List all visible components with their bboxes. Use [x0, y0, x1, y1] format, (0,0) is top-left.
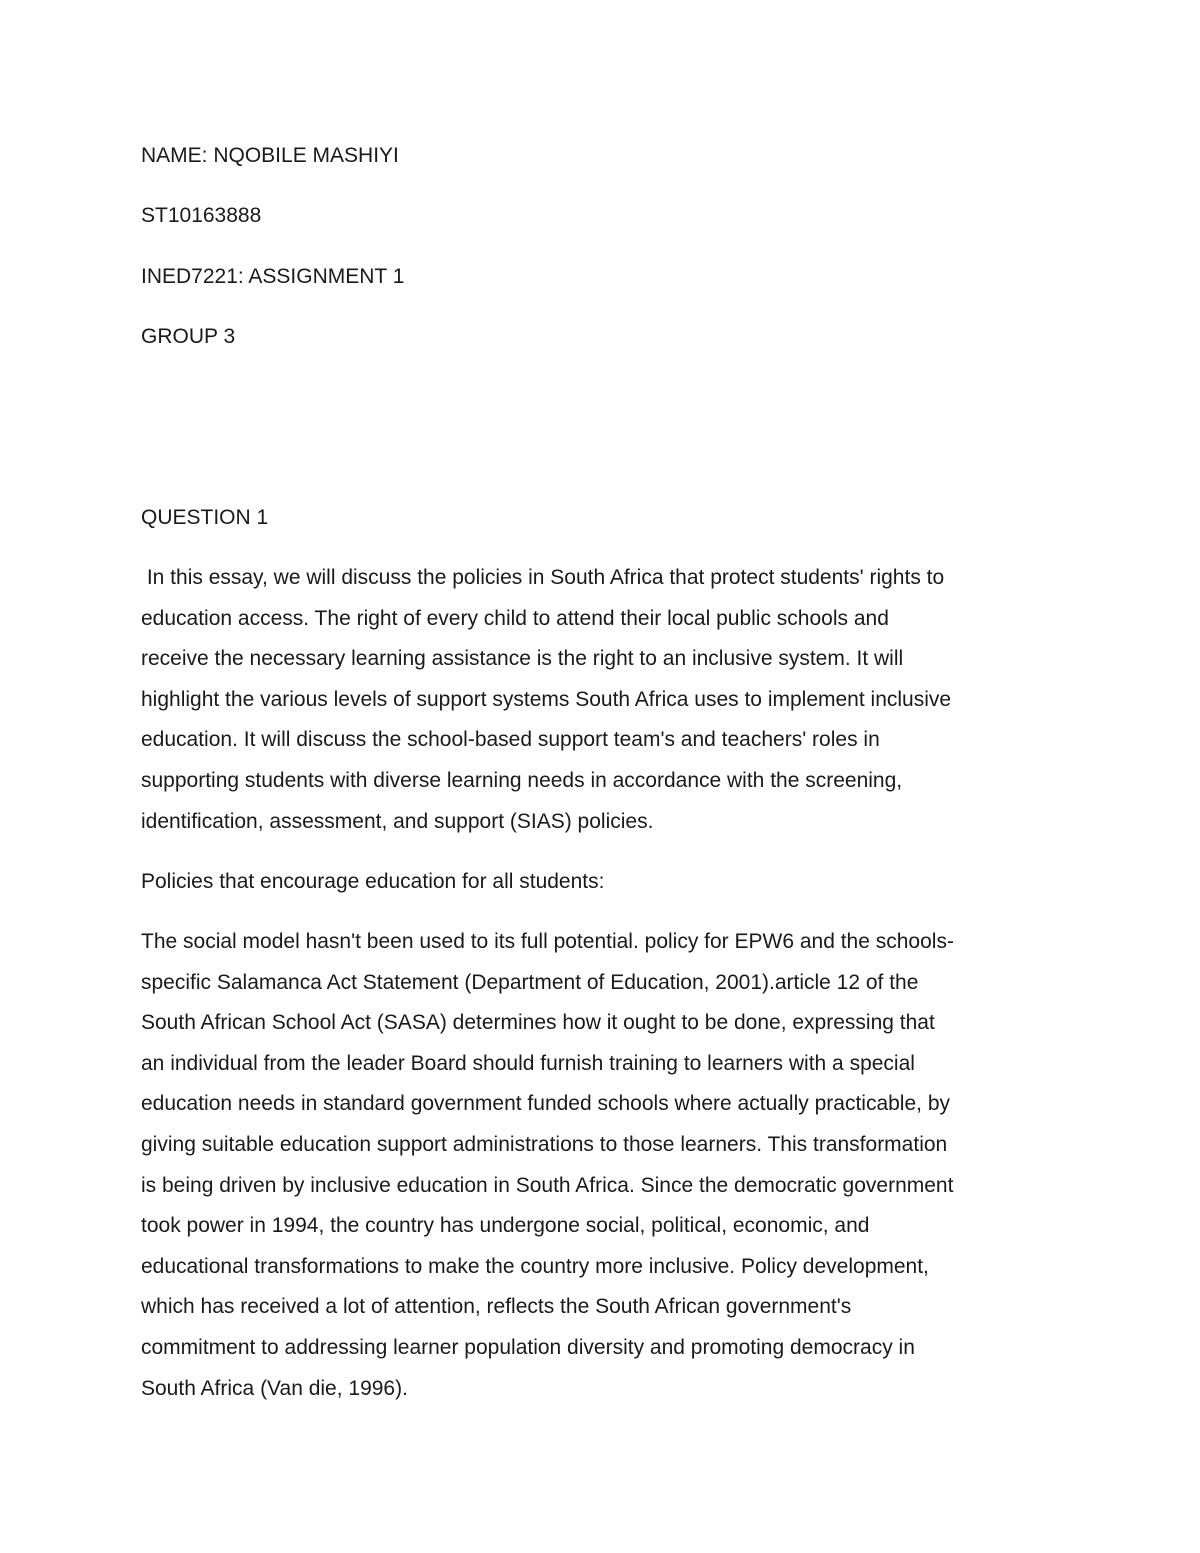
paragraph-line: giving suitable education support administrations to those learners. This transformation [141, 1132, 948, 1156]
paragraph-line: which has received a lot of attention, reflects the South African government's [141, 1295, 852, 1319]
group-line: GROUP 3 [141, 325, 236, 348]
paragraph-line: education needs in standard government funded schools where actually practicable, by [141, 1092, 951, 1116]
policies-subheading-block [141, 869, 1061, 910]
course-assignment-line: INED7221: ASSIGNMENT 1 [141, 265, 405, 288]
paragraph-line: education. It will discuss the school-based support team's and teachers' roles in [141, 728, 880, 752]
paragraph-line: education access. The right of every child to attend their local public schools and [141, 606, 889, 630]
policy-paragraph [141, 929, 1061, 1416]
paragraph-line: receive the necessary learning assistance is the right to an inclusive system. It will [141, 647, 904, 671]
paragraph-line: commitment to addressing learner population diversity and promoting democracy in [141, 1335, 915, 1359]
paragraph-line: specific Salamanca Act Statement (Department of Education, 2001).article 12 of the [141, 970, 919, 994]
paragraph-line: South African School Act (SASA) determines how it ought to be done, expressing that [141, 1011, 935, 1035]
question-heading: QUESTION 1 [141, 506, 269, 529]
student-name-line: NAME: NQOBILE MASHIYI [141, 144, 399, 167]
paragraph-line: took power in 1994, the country has undergone social, political, economic, and [141, 1214, 870, 1238]
paragraph-line: an individual from the leader Board should furnish training to learners with a special [141, 1051, 915, 1075]
paragraph-line: identification, assessment, and support (SIAS) policies. [141, 809, 654, 833]
paragraph-line: The social model hasn't been used to its full potential. policy for EPW6 and the schools- [141, 930, 954, 953]
paragraph-line: South Africa (Van die, 1996). [141, 1376, 408, 1400]
paragraph-line: In this essay, we will discuss the policies in South Africa that protect students' rights to [141, 566, 945, 589]
paragraph-line: supporting students with diverse learning needs in accordance with the screening, [141, 768, 903, 792]
paragraph-line: educational transformations to make the country more inclusive. Policy development, [141, 1254, 929, 1278]
intro-paragraph [141, 565, 1061, 849]
paragraph-line: is being driven by inclusive education in South Africa. Since the democratic government [141, 1173, 954, 1197]
policies-subheading: Policies that encourage education for all students: [141, 870, 605, 893]
student-number-line: ST10163888 [141, 204, 262, 227]
paragraph-line: highlight the various levels of support systems South Africa uses to implement inclusive [141, 687, 952, 711]
